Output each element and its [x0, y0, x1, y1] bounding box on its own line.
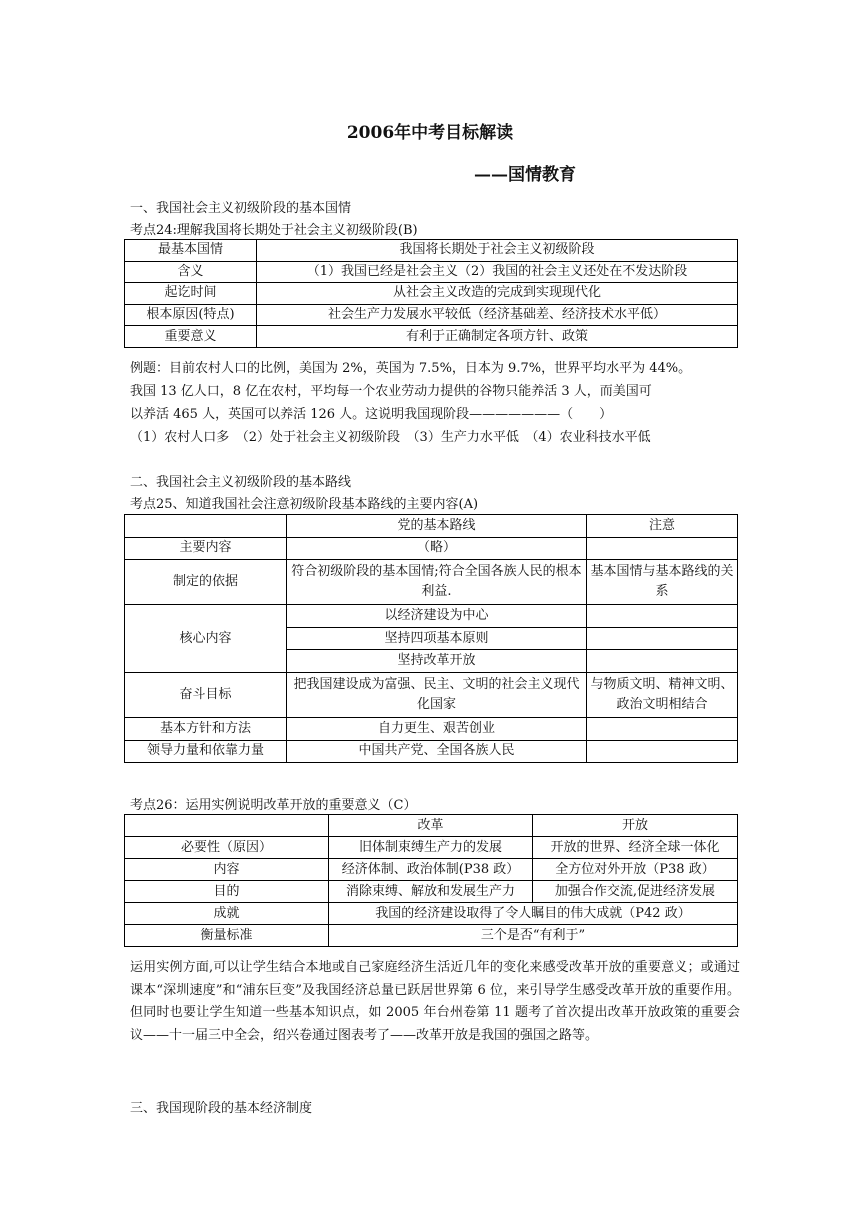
- example-line: 以养活 465 人，英国可以养活 126 人。这说明我国现阶段———————（ ）: [130, 407, 613, 422]
- row-label: 成就: [125, 903, 329, 925]
- row-note: [587, 605, 738, 628]
- row-value: 我国的经济建设取得了令人瞩目的伟大成就（P42 政）: [329, 903, 738, 925]
- row-value: 以经济建设为中心: [287, 605, 587, 628]
- section-2-heading: 二、我国社会主义初级阶段的基本路线: [130, 475, 352, 490]
- row-label: 重要意义: [125, 326, 257, 348]
- header-reform: 改革: [329, 815, 533, 837]
- row-value: 中国共产党、全国各族人民: [287, 740, 587, 763]
- row-note: 基本国情与基本路线的关系: [587, 560, 738, 605]
- row-label: 基本方针和方法: [125, 717, 287, 740]
- document-subtitle: ——国情教育: [474, 165, 576, 185]
- section-1-heading: 一、我国社会主义初级阶段的基本国情: [130, 201, 352, 216]
- row-value: 我国将长期处于社会主义初级阶段: [257, 240, 738, 262]
- row-label: 最基本国情: [125, 240, 257, 262]
- table-row: [125, 903, 738, 925]
- row-opening: 全方位对外开放（P38 政）: [533, 859, 738, 881]
- row-reform: 经济体制、政治体制(P38 政）: [329, 859, 533, 881]
- row-value: 三个是否“有利于”: [329, 925, 738, 947]
- row-value: 把我国建设成为富强、民主、文明的社会主义现代化国家: [287, 672, 587, 717]
- example-line: 例题：目前农村人口的比例，美国为 2%，英国为 7.5%，日本为 9.7%，世界平均水平为 44%。: [130, 361, 692, 376]
- header-blank: [125, 815, 329, 837]
- header-blank: [125, 515, 287, 538]
- row-label: 含义: [125, 261, 257, 283]
- document-title: 2006年中考目标解读: [346, 123, 514, 143]
- table-row: [125, 605, 738, 628]
- row-note: [587, 537, 738, 560]
- row-label: 根本原因(特点): [125, 304, 257, 326]
- row-value: 符合初级阶段的基本国情;符合全国各族人民的根本利益.: [287, 560, 587, 605]
- row-note: 与物质文明、精神文明、政治文明相结合: [587, 672, 738, 717]
- row-note: [587, 740, 738, 763]
- row-value: 从社会主义改造的完成到实现现代化: [257, 283, 738, 305]
- row-value: 自力更生、艰苦创业: [287, 717, 587, 740]
- row-value: 社会生产力发展水平较低（经济基础差、经济技术水平低）: [257, 304, 738, 326]
- row-value: 坚持改革开放: [287, 650, 587, 673]
- row-label: 奋斗目标: [125, 672, 287, 717]
- section-3-point: 考点26：运用实例说明改革开放的重要意义（C）: [130, 798, 417, 813]
- row-opening: 开放的世界、经济全球一体化: [533, 837, 738, 859]
- header-basic-line: 党的基本路线: [287, 515, 587, 538]
- header-note: 注意: [587, 515, 738, 538]
- row-label: 制定的依据: [125, 560, 287, 605]
- row-label: 起讫时间: [125, 283, 257, 305]
- row-note: [587, 650, 738, 673]
- section-1-point: 考点24:理解我国将长期处于社会主义初级阶段(B): [130, 223, 418, 238]
- table-row: [125, 925, 738, 947]
- row-note: [587, 627, 738, 650]
- table-row: [125, 283, 738, 305]
- row-value: （略）: [287, 537, 587, 560]
- basic-line-table: [124, 514, 738, 763]
- row-label: 主要内容: [125, 537, 287, 560]
- row-opening: 加强合作交流,促进经济发展: [533, 881, 738, 903]
- table-row: [125, 560, 738, 605]
- row-label: 目的: [125, 881, 329, 903]
- table-row: [125, 304, 738, 326]
- table-row: [125, 859, 738, 881]
- section-2-point: 考点25、知道我国社会注意初级阶段基本路线的主要内容(A): [130, 497, 479, 512]
- example-options: （1）农村人口多 （2）处于社会主义初级阶段 （3）生产力水平低 （4）农业科技水平低: [130, 430, 651, 445]
- header-opening: 开放: [533, 815, 738, 837]
- row-label: 衡量标准: [125, 925, 329, 947]
- table-header-row: [125, 815, 738, 837]
- table-row: [125, 881, 738, 903]
- table-row: [125, 672, 738, 717]
- table-row: [125, 240, 738, 262]
- national-condition-table: [124, 239, 738, 348]
- row-reform: 旧体制束缚生产力的发展: [329, 837, 533, 859]
- row-reform: 消除束缚、解放和发展生产力: [329, 881, 533, 903]
- row-label: 领导力量和依靠力量: [125, 740, 287, 763]
- row-label: 内容: [125, 859, 329, 881]
- example-line: 我国 13 亿人口，8 亿在农村，平均每一个农业劳动力提供的谷物只能养活 3 人，而美国可: [130, 384, 652, 399]
- table-row: [125, 326, 738, 348]
- table-row: [125, 837, 738, 859]
- row-value: 有利于正确制定各项方针、政策: [257, 326, 738, 348]
- section-4-heading: 三、我国现阶段的基本经济制度: [130, 1101, 313, 1116]
- row-label: 必要性（原因）: [125, 837, 329, 859]
- table-row: [125, 740, 738, 763]
- section-3-paragraph: 运用实例方面,可以让学生结合本地或自己家庭经济生活近几年的变化来感受改革开放的重要意义；或通过课本“深圳速度”和“浦东巨变”及我国经济总量已跃居世界第 6 位，来引导学生感受改革开放的重要作用。但同时也要让学生知道一些基本知识点，如 2005 年台州卷第 11 题考了首次提出改革开放政策的重要会议——十一届三中全会，绍兴卷通过图表考了——改革开放是我国的强国之路等。: [130, 960, 740, 1043]
- reform-opening-table: [124, 814, 738, 947]
- row-note: [587, 717, 738, 740]
- table-row: [125, 537, 738, 560]
- row-label: 核心内容: [125, 605, 287, 673]
- row-value: 坚持四项基本原则: [287, 627, 587, 650]
- table-row: [125, 717, 738, 740]
- row-value: （1）我国已经是社会主义（2）我国的社会主义还处在不发达阶段: [257, 261, 738, 283]
- table-row: [125, 261, 738, 283]
- table-header-row: [125, 515, 738, 538]
